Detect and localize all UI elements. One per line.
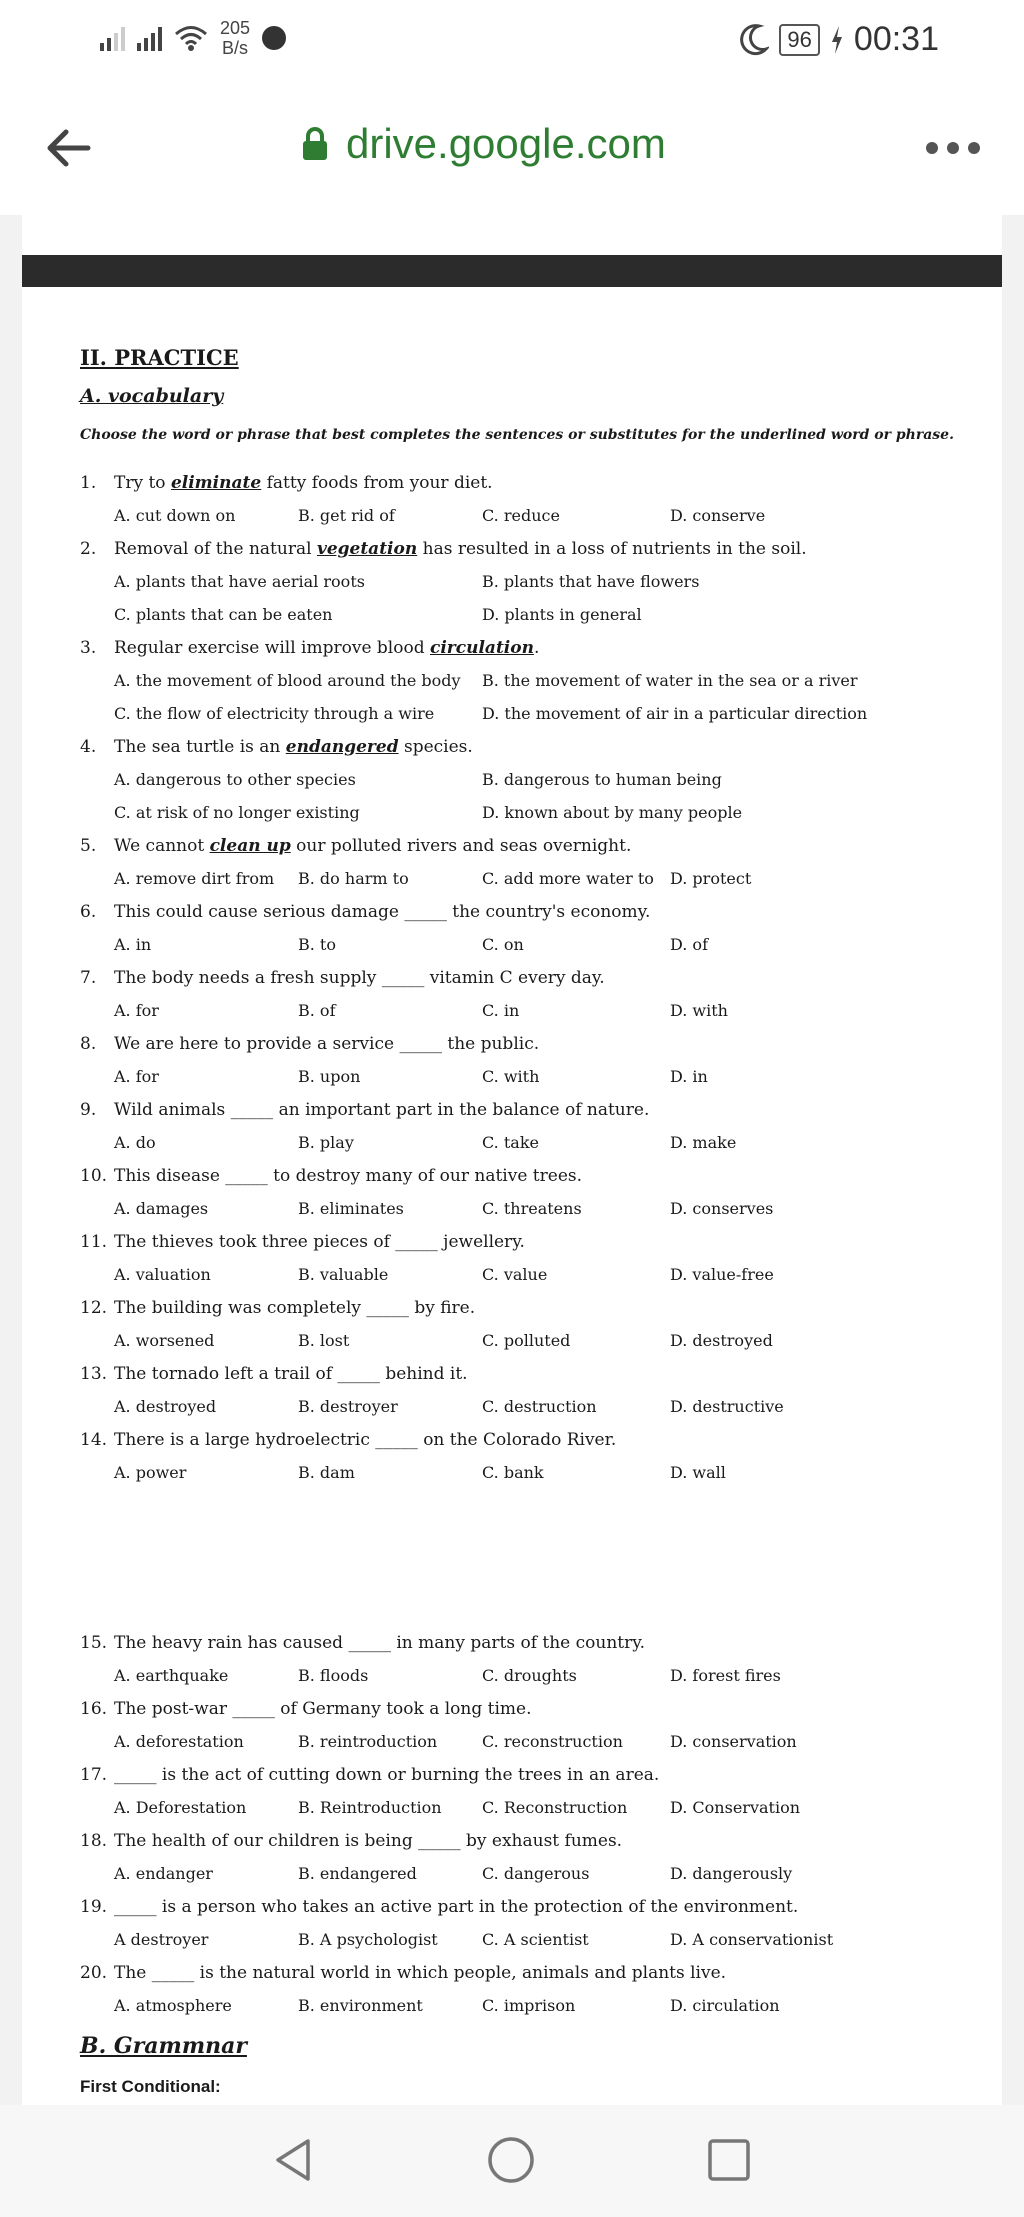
question-text: The post-war _____ of Germany took a long time. [114,1699,532,1719]
option-a: A. in [114,935,152,954]
battery-level: 96 [779,24,819,56]
question-number: 10. [80,1166,108,1186]
option-a: A. damages [114,1199,209,1218]
option-c: C. the flow of electricity through a wire [114,704,435,723]
option-a: A. power [114,1463,187,1482]
option-a: A. worsened [114,1331,215,1350]
question-text: Try to [114,473,171,493]
option-c: C. bank [482,1463,544,1482]
document-page-2 [22,1585,1002,2105]
option-d: D. destructive [670,1397,784,1416]
question-number: 15. [80,1633,108,1653]
question-number: 8. [80,1034,97,1054]
previous-page-fragment [22,215,1002,255]
navigation-bar [0,2105,1024,2217]
underlined-word: clean up [209,836,291,856]
wifi-icon [174,24,208,52]
option-d: D. protect [670,869,752,888]
option-c: C. at risk of no longer existing [114,803,360,822]
question-15 [80,1633,645,1653]
question-text: The tornado left a trail of _____ behind it. [114,1364,468,1384]
signal-sim2-icon [137,25,162,51]
option-b: B. floods [298,1666,369,1685]
grammar-heading: B. Grammnar [80,2033,247,2059]
option-a: A. valuation [114,1265,211,1284]
option-a: A. earthquake [114,1666,229,1685]
option-d: D. circulation [670,1996,780,2015]
option-d: D. conserves [670,1199,774,1218]
option-d: D. known about by many people [482,803,743,822]
option-a: A. atmosphere [114,1996,232,2015]
option-d: D. of [670,935,708,954]
document-viewer[interactable] [0,215,1024,2105]
option-b: B. environment [298,1996,423,2015]
question-text: Regular exercise will improve blood [114,638,430,658]
question-text: . [533,638,540,658]
question-number: 5. [80,836,97,856]
option-a: A. the movement of blood around the body [114,671,461,690]
option-c: C. destruction [482,1397,597,1416]
question-4 [80,737,473,757]
option-b: B. dam [298,1463,355,1482]
home-circle-icon[interactable] [486,2135,536,2185]
question-10 [80,1166,582,1186]
question-6 [80,902,650,922]
first-conditional-heading: First Conditional: [80,2077,221,2096]
option-b: B. valuable [298,1265,389,1284]
question-17 [80,1765,659,1785]
option-c: C. droughts [482,1666,577,1685]
recents-square-icon[interactable] [704,2135,754,2185]
question-text: The health of our children is being _____ by exhaust fumes. [114,1831,623,1851]
option-a: A. plants that have aerial roots [114,572,365,591]
option-a: A destroyer [114,1930,209,1949]
question-20 [80,1963,726,1983]
question-text: Wild animals _____ an important part in the balance of nature. [114,1100,650,1120]
clock: 00:31 [853,20,939,58]
option-a: A. do [114,1133,156,1152]
question-text: Removal of the natural [114,539,317,559]
question-number: 1. [80,473,97,493]
question-text: The building was completely _____ by fire. [114,1298,476,1318]
question-text: The sea turtle is an [114,737,286,757]
option-d: D. make [670,1133,737,1152]
option-b: B. to [298,935,336,954]
option-a: A. Deforestation [114,1798,247,1817]
option-a: A. cut down on [114,506,236,525]
option-d: D. forest fires [670,1666,781,1685]
question-text: This could cause serious damage _____ the country's economy. [114,902,651,922]
option-a: A. remove dirt from [114,869,275,888]
option-b: B. play [298,1133,354,1152]
option-c: C. value [482,1265,548,1284]
option-d: D. the movement of air in a particular direction [482,704,868,723]
option-c: C. plants that can be eaten [114,605,333,624]
question-text: We are here to provide a service _____ the public. [114,1034,540,1054]
more-options-icon[interactable] [926,142,980,154]
question-number: 19. [80,1897,108,1917]
network-speed-value: 205 [220,18,251,38]
option-b: B. do harm to [298,869,409,888]
underlined-word: endangered [285,737,399,757]
option-c: C. add more water to [482,869,654,888]
option-b: B. reintroduction [298,1732,438,1751]
question-19 [80,1897,798,1917]
option-c: C. on [482,935,524,954]
option-a: A. endanger [114,1864,213,1883]
charging-icon [830,26,844,54]
option-b: B. get rid of [298,506,395,525]
document-page-1 [22,287,1002,1622]
option-b: B. dangerous to human being [482,770,722,789]
status-bar [0,0,1024,80]
lock-icon [300,126,330,162]
option-a: A. for [114,1001,159,1020]
option-c: C. dangerous [482,1864,590,1883]
underlined-word: circulation [430,638,534,658]
question-2 [80,539,807,559]
option-a: A. for [114,1067,159,1086]
option-d: D. conservation [670,1732,797,1751]
question-text: The _____ is the natural world in which people, animals and plants live. [114,1963,727,1983]
option-c: C. Reconstruction [482,1798,628,1817]
question-text: The heavy rain has caused _____ in many parts of the country. [114,1633,645,1653]
underlined-word: eliminate [170,473,262,493]
question-number: 16. [80,1699,108,1719]
option-d: D. A conservationist [670,1930,834,1949]
question-3 [80,638,539,658]
option-c: C. threatens [482,1199,582,1218]
question-text: There is a large hydroelectric _____ on the Colorado River. [114,1430,617,1450]
question-number: 18. [80,1831,108,1851]
question-text: species. [398,737,473,757]
network-speed [220,18,250,58]
option-b: B. plants that have flowers [482,572,700,591]
option-a: A. deforestation [114,1732,244,1751]
question-number: 14. [80,1430,108,1450]
option-d: D. Conservation [670,1798,800,1817]
question-9 [80,1100,649,1120]
option-c: C. A scientist [482,1930,589,1949]
question-text: _____ is the act of cutting down or burning the trees in an area. [114,1765,660,1785]
option-b: B. destroyer [298,1397,398,1416]
notification-dot-icon [262,26,286,50]
browser-toolbar [0,80,1024,215]
option-a: A. destroyed [114,1397,217,1416]
option-c: C. reconstruction [482,1732,623,1751]
signal-sim1-icon [100,25,125,51]
option-c: C. with [482,1067,540,1086]
question-number: 2. [80,539,97,559]
option-d: D. conserve [670,506,766,525]
question-text: The body needs a fresh supply _____ vitamin C every day. [114,968,605,988]
option-c: C. imprison [482,1996,576,2015]
back-triangle-icon[interactable] [268,2135,318,2185]
option-c: C. in [482,1001,520,1020]
question-text: The thieves took three pieces of _____ jewellery. [114,1232,525,1252]
question-number: 12. [80,1298,108,1318]
question-number: 6. [80,902,97,922]
address-bar[interactable] [300,120,666,168]
underlined-word: vegetation [316,539,418,559]
option-b: B. of [298,1001,336,1020]
moon-icon [739,23,769,57]
question-number: 3. [80,638,97,658]
question-number: 11. [80,1232,108,1252]
url-text: drive.google.com [346,120,666,167]
status-left [100,18,286,58]
option-b: B. upon [298,1067,361,1086]
question-1 [80,473,493,493]
option-d: D. wall [670,1463,726,1482]
question-text: _____ is a person who takes an active part in the protection of the environment. [114,1897,799,1917]
option-d: D. with [670,1001,728,1020]
option-d: D. destroyed [670,1331,773,1350]
question-number: 7. [80,968,97,988]
question-text: We cannot [114,836,210,856]
question-14 [80,1430,616,1450]
question-11 [80,1232,525,1252]
option-d: D. plants in general [482,605,642,624]
question-number: 9. [80,1100,97,1120]
question-number: 17. [80,1765,108,1785]
question-16 [80,1699,532,1719]
subsection-title: A. vocabulary [80,385,224,407]
option-a: A. dangerous to other species [114,770,356,789]
question-text: our polluted rivers and seas overnight. [290,836,632,856]
question-7 [80,968,605,988]
option-b: B. A psychologist [298,1930,438,1949]
question-text: has resulted in a loss of nutrients in the soil. [417,539,807,559]
option-d: D. value-free [670,1265,774,1284]
instruction: Choose the word or phrase that best completes the sentences or substitutes for the underlined word or phrase. [80,427,954,443]
question-text: fatty foods from your diet. [261,473,493,493]
network-speed-unit: B/s [222,38,249,58]
question-12 [80,1298,475,1318]
option-b: B. Reintroduction [298,1798,442,1817]
status-right [739,20,939,59]
question-number: 13. [80,1364,108,1384]
option-c: C. polluted [482,1331,571,1350]
question-5 [80,836,631,856]
question-13 [80,1364,468,1384]
question-text: This disease _____ to destroy many of our native trees. [114,1166,583,1186]
question-18 [80,1831,622,1851]
back-arrow-icon[interactable] [38,118,98,178]
option-c: C. reduce [482,506,560,525]
option-d: D. in [670,1067,708,1086]
option-b: B. the movement of water in the sea or a river [482,671,858,690]
option-d: D. dangerously [670,1864,793,1883]
question-number: 4. [80,737,97,757]
section-title: II. PRACTICE [80,345,239,370]
question-number: 20. [80,1963,108,1983]
option-c: C. take [482,1133,539,1152]
option-b: B. eliminates [298,1199,404,1218]
option-b: B. lost [298,1331,350,1350]
question-8 [80,1034,539,1054]
option-b: B. endangered [298,1864,417,1883]
